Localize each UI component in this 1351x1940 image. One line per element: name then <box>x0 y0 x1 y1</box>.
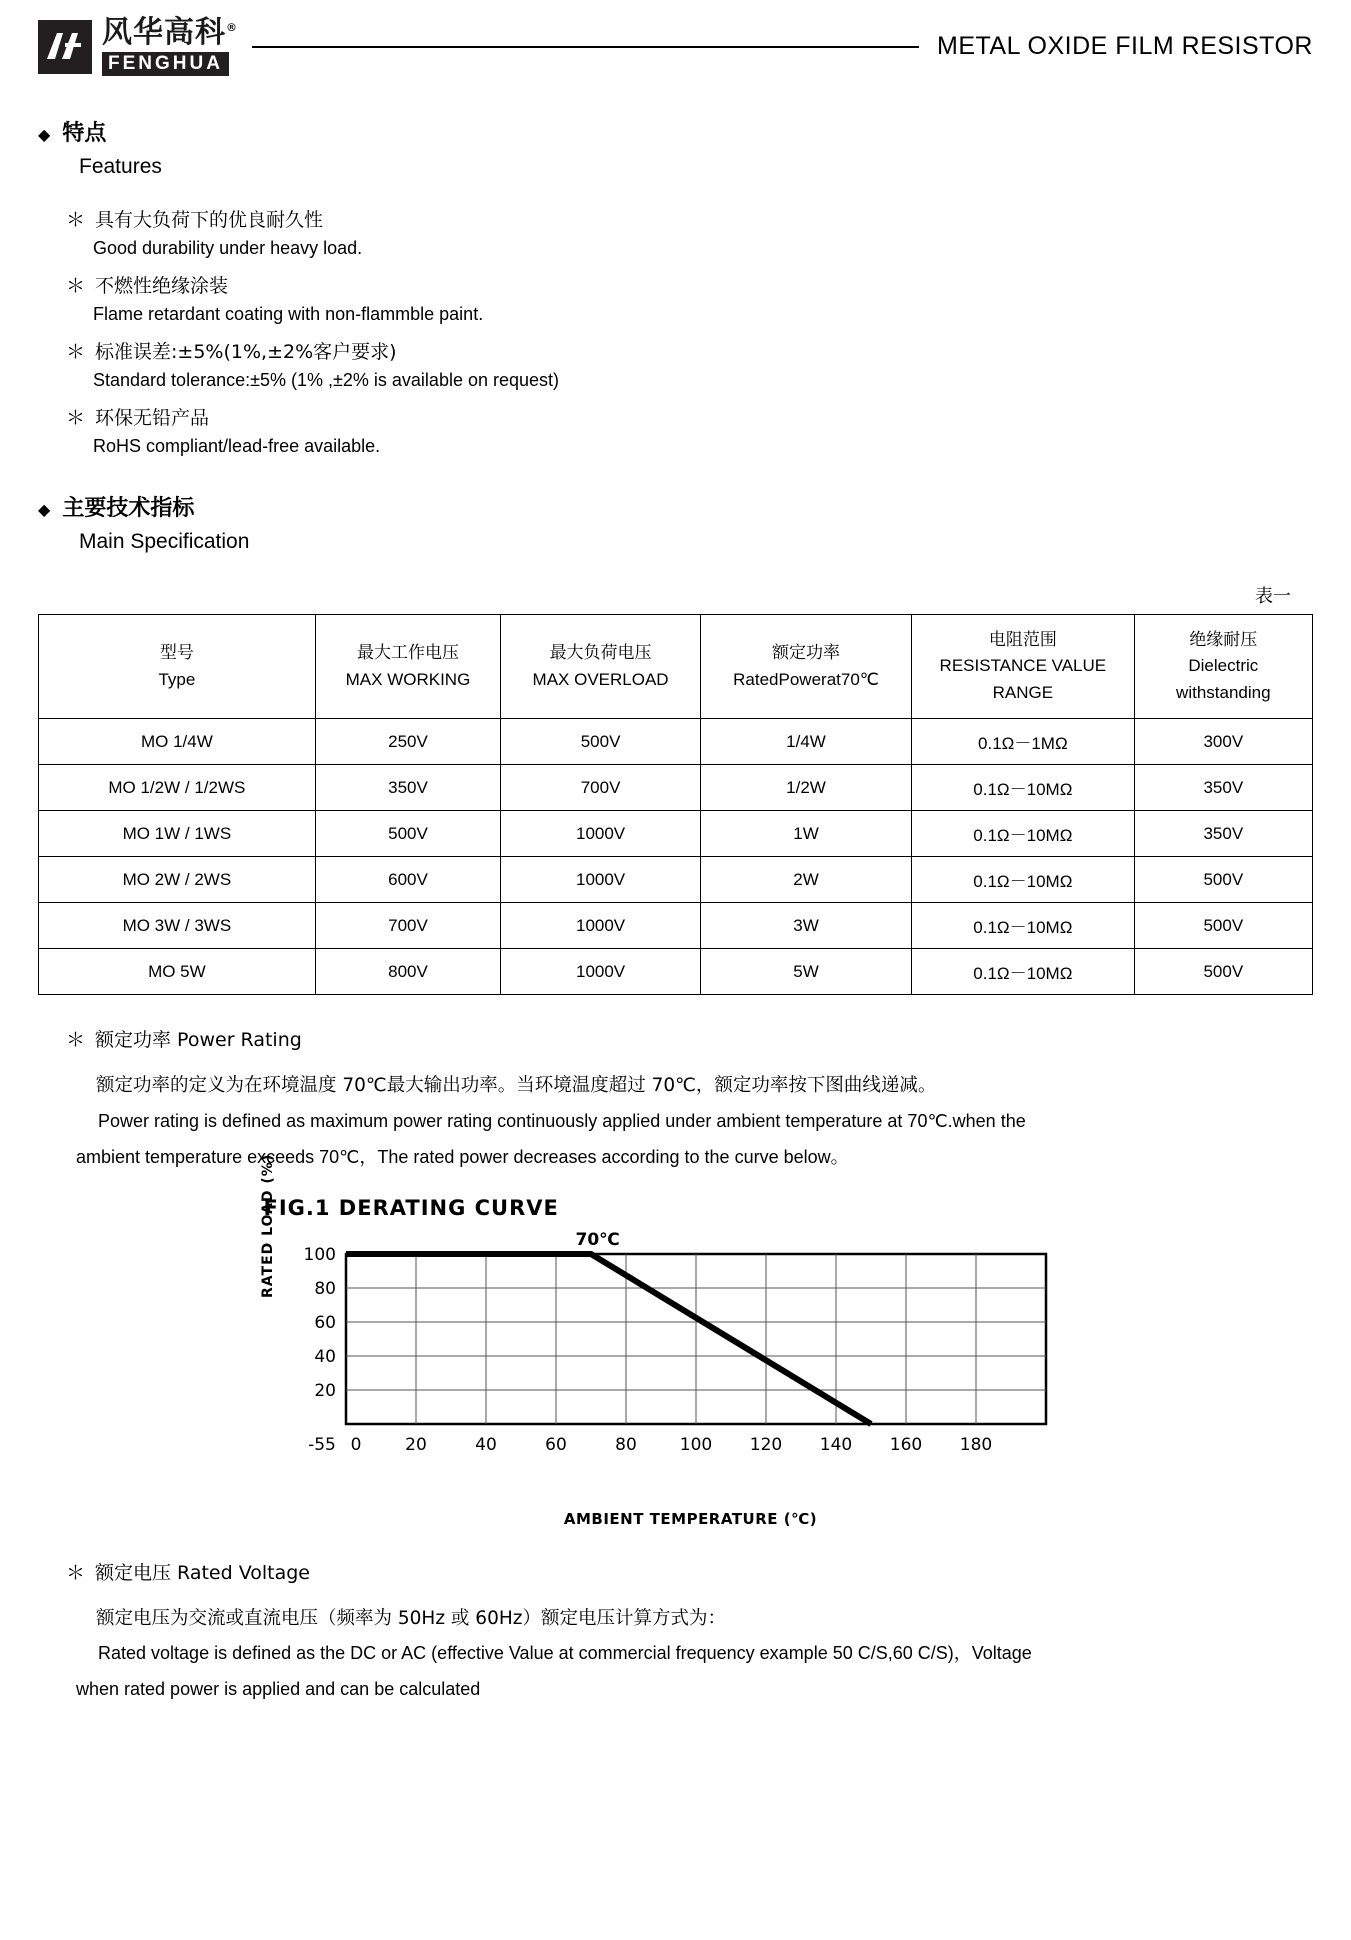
column-header-rated-power: 额定功率 RatedPowerat70℃ <box>700 615 911 719</box>
cell-rated-power: 2W <box>700 857 911 903</box>
header-divider <box>252 46 919 48</box>
cell-type: MO 1/2W / 1/2WS <box>39 765 316 811</box>
cell-rated-power: 1/4W <box>700 719 911 765</box>
rated-voltage-paragraph-cn: 额定电压为交流或直流电压（频率为 50Hz 或 60Hz）额定电压计算方式为： <box>96 1607 726 1629</box>
column-header-dielectric: 绝缘耐压 Dielectric withstanding <box>1134 615 1312 719</box>
star-icon: ＊ <box>66 1561 86 1584</box>
cell-dielectric: 500V <box>1134 903 1312 949</box>
column-header-max-working: 最大工作电压 MAX WORKING <box>315 615 500 719</box>
table-caption: 表一 <box>1255 586 1291 607</box>
chart-y-axis-label: RATED LOAD (%) <box>259 1153 276 1298</box>
rated-voltage-paragraph-en-2: when rated power is applied and can be calculated <box>76 1679 481 1700</box>
cell-resistance-range: 0.1Ω－10MΩ <box>912 903 1135 949</box>
star-icon: ＊ <box>66 407 86 429</box>
cell-dielectric: 350V <box>1134 765 1312 811</box>
feature-cn: 标准误差:±5%(1%,±2%客户要求) <box>95 341 397 363</box>
features-heading-cn: 特点 <box>62 121 107 146</box>
svg-text:60: 60 <box>544 1434 567 1455</box>
cell-dielectric: 500V <box>1134 949 1312 995</box>
cell-type: MO 3W / 3WS <box>39 903 316 949</box>
table-header-row <box>39 615 1313 719</box>
svg-text:40: 40 <box>474 1434 497 1455</box>
logo-en-text: FENGHUA <box>102 52 229 76</box>
fenghua-logo-icon <box>38 20 92 74</box>
cell-max-overload: 700V <box>501 765 701 811</box>
feature-cn: 具有大负荷下的优良耐久性 <box>95 209 324 231</box>
cell-max-working: 800V <box>315 949 500 995</box>
cell-resistance-range: 0.1Ω－10MΩ <box>912 765 1135 811</box>
figure-title: FIG.1 DERATING CURVE <box>263 1195 559 1220</box>
cell-max-working: 500V <box>315 811 500 857</box>
list-item <box>66 337 1313 391</box>
star-icon: ＊ <box>66 1029 86 1052</box>
feature-en: Flame retardant coating with non-flammble paint. <box>93 304 484 324</box>
cell-resistance-range: 0.1Ω－10MΩ <box>912 857 1135 903</box>
features-heading <box>38 116 1313 147</box>
cell-max-working: 600V <box>315 857 500 903</box>
cell-rated-power: 5W <box>700 949 911 995</box>
specification-table <box>38 614 1313 995</box>
svg-text:20: 20 <box>404 1434 427 1455</box>
table-row <box>39 857 1313 903</box>
cell-dielectric: 350V <box>1134 811 1312 857</box>
svg-text:80: 80 <box>614 1434 637 1455</box>
specification-heading <box>38 491 1313 522</box>
svg-text:120: 120 <box>749 1434 782 1455</box>
page-header <box>38 0 1313 82</box>
feature-cn: 环保无铅产品 <box>95 407 210 429</box>
cell-resistance-range: 0.1Ω－10MΩ <box>912 811 1135 857</box>
table-row <box>39 765 1313 811</box>
list-item <box>66 403 1313 457</box>
rated-voltage-heading: ＊ 额定电压 Rated Voltage <box>66 1561 310 1584</box>
logo-cn-text: 风华高科 <box>102 15 226 50</box>
diamond-icon: ◆ <box>38 502 51 519</box>
cell-max-overload: 1000V <box>501 949 701 995</box>
column-header-max-overload: 最大负荷电压 MAX OVERLOAD <box>501 615 701 719</box>
svg-text:80: 80 <box>313 1278 336 1299</box>
cell-resistance-range: 0.1Ω－10MΩ <box>912 949 1135 995</box>
cell-resistance-range: 0.1Ω－1MΩ <box>912 719 1135 765</box>
registered-mark: ® <box>226 21 238 34</box>
cell-max-overload: 1000V <box>501 903 701 949</box>
table-row <box>39 949 1313 995</box>
features-heading-en: Features <box>79 155 162 178</box>
page-title: METAL OXIDE FILM RESISTOR <box>937 31 1313 60</box>
power-rating-paragraph-cn: 额定功率的定义为在环境温度 70℃最大输出功率。当环境温度超过 70℃，额定功率按下图曲线递减。 <box>96 1075 937 1097</box>
star-icon: ＊ <box>66 209 86 231</box>
table-row <box>39 811 1313 857</box>
svg-text:60: 60 <box>313 1312 336 1333</box>
rated-voltage-paragraph-en-1: Rated voltage is defined as the DC or AC (effective Value at commercial frequency example 50 C/S,60 C/S)，Voltage <box>98 1643 1032 1664</box>
star-icon: ＊ <box>66 275 86 297</box>
cell-type: MO 5W <box>39 949 316 995</box>
table-row <box>39 903 1313 949</box>
svg-text:140: 140 <box>819 1434 852 1455</box>
cell-max-working: 350V <box>315 765 500 811</box>
svg-text:100: 100 <box>679 1434 712 1455</box>
svg-text:100: 100 <box>303 1244 336 1265</box>
table-row <box>39 719 1313 765</box>
cell-max-working: 250V <box>315 719 500 765</box>
list-item <box>66 205 1313 259</box>
column-header-type: 型号 Type <box>39 615 316 719</box>
feature-en: Good durability under heavy load. <box>93 238 363 258</box>
svg-text:20: 20 <box>313 1380 336 1401</box>
chart-x-axis-label: AMBIENT TEMPERATURE (℃) <box>563 1509 818 1528</box>
company-logo <box>38 15 238 76</box>
specification-heading-en: Main Specification <box>79 530 250 553</box>
column-header-resistance-range: 电阻范围 RESISTANCE VALUE RANGE <box>912 615 1135 719</box>
feature-en: RoHS compliant/lead-free available. <box>93 436 381 456</box>
logo-wordmark <box>102 15 238 76</box>
power-rating-paragraph-en-2: ambient temperature exceeds 70℃，The rated power decreases according to the curve below。 <box>76 1146 849 1167</box>
features-list <box>66 205 1313 457</box>
specification-heading-cn: 主要技术指标 <box>62 496 195 521</box>
power-rating-heading: ＊ 额定功率 Power Rating <box>66 1029 302 1052</box>
chart-annotation-70c: 70℃ <box>575 1229 620 1250</box>
svg-text:180: 180 <box>959 1434 992 1455</box>
svg-text:-55: -55 <box>307 1434 336 1455</box>
feature-cn: 不燃性绝缘涂装 <box>95 275 229 297</box>
star-icon: ＊ <box>66 341 86 363</box>
cell-max-overload: 500V <box>501 719 701 765</box>
cell-max-overload: 1000V <box>501 857 701 903</box>
cell-rated-power: 1/2W <box>700 765 911 811</box>
cell-dielectric: 500V <box>1134 857 1312 903</box>
svg-text:160: 160 <box>889 1434 922 1455</box>
cell-type: MO 2W / 2WS <box>39 857 316 903</box>
power-rating-paragraph-en-1: Power rating is defined as maximum power rating continuously applied under ambient temperature at 70℃.when the <box>98 1110 1026 1131</box>
cell-max-overload: 1000V <box>501 811 701 857</box>
svg-text:0: 0 <box>350 1434 361 1455</box>
cell-rated-power: 1W <box>700 811 911 857</box>
cell-type: MO 1/4W <box>39 719 316 765</box>
cell-rated-power: 3W <box>700 903 911 949</box>
feature-en: Standard tolerance:±5% (1% ,±2% is available on request) <box>93 370 560 390</box>
diamond-icon: ◆ <box>38 127 51 144</box>
cell-type: MO 1W / 1WS <box>39 811 316 857</box>
cell-dielectric: 300V <box>1134 719 1312 765</box>
cell-max-working: 700V <box>315 903 500 949</box>
list-item <box>66 271 1313 325</box>
svg-text:40: 40 <box>313 1346 336 1367</box>
